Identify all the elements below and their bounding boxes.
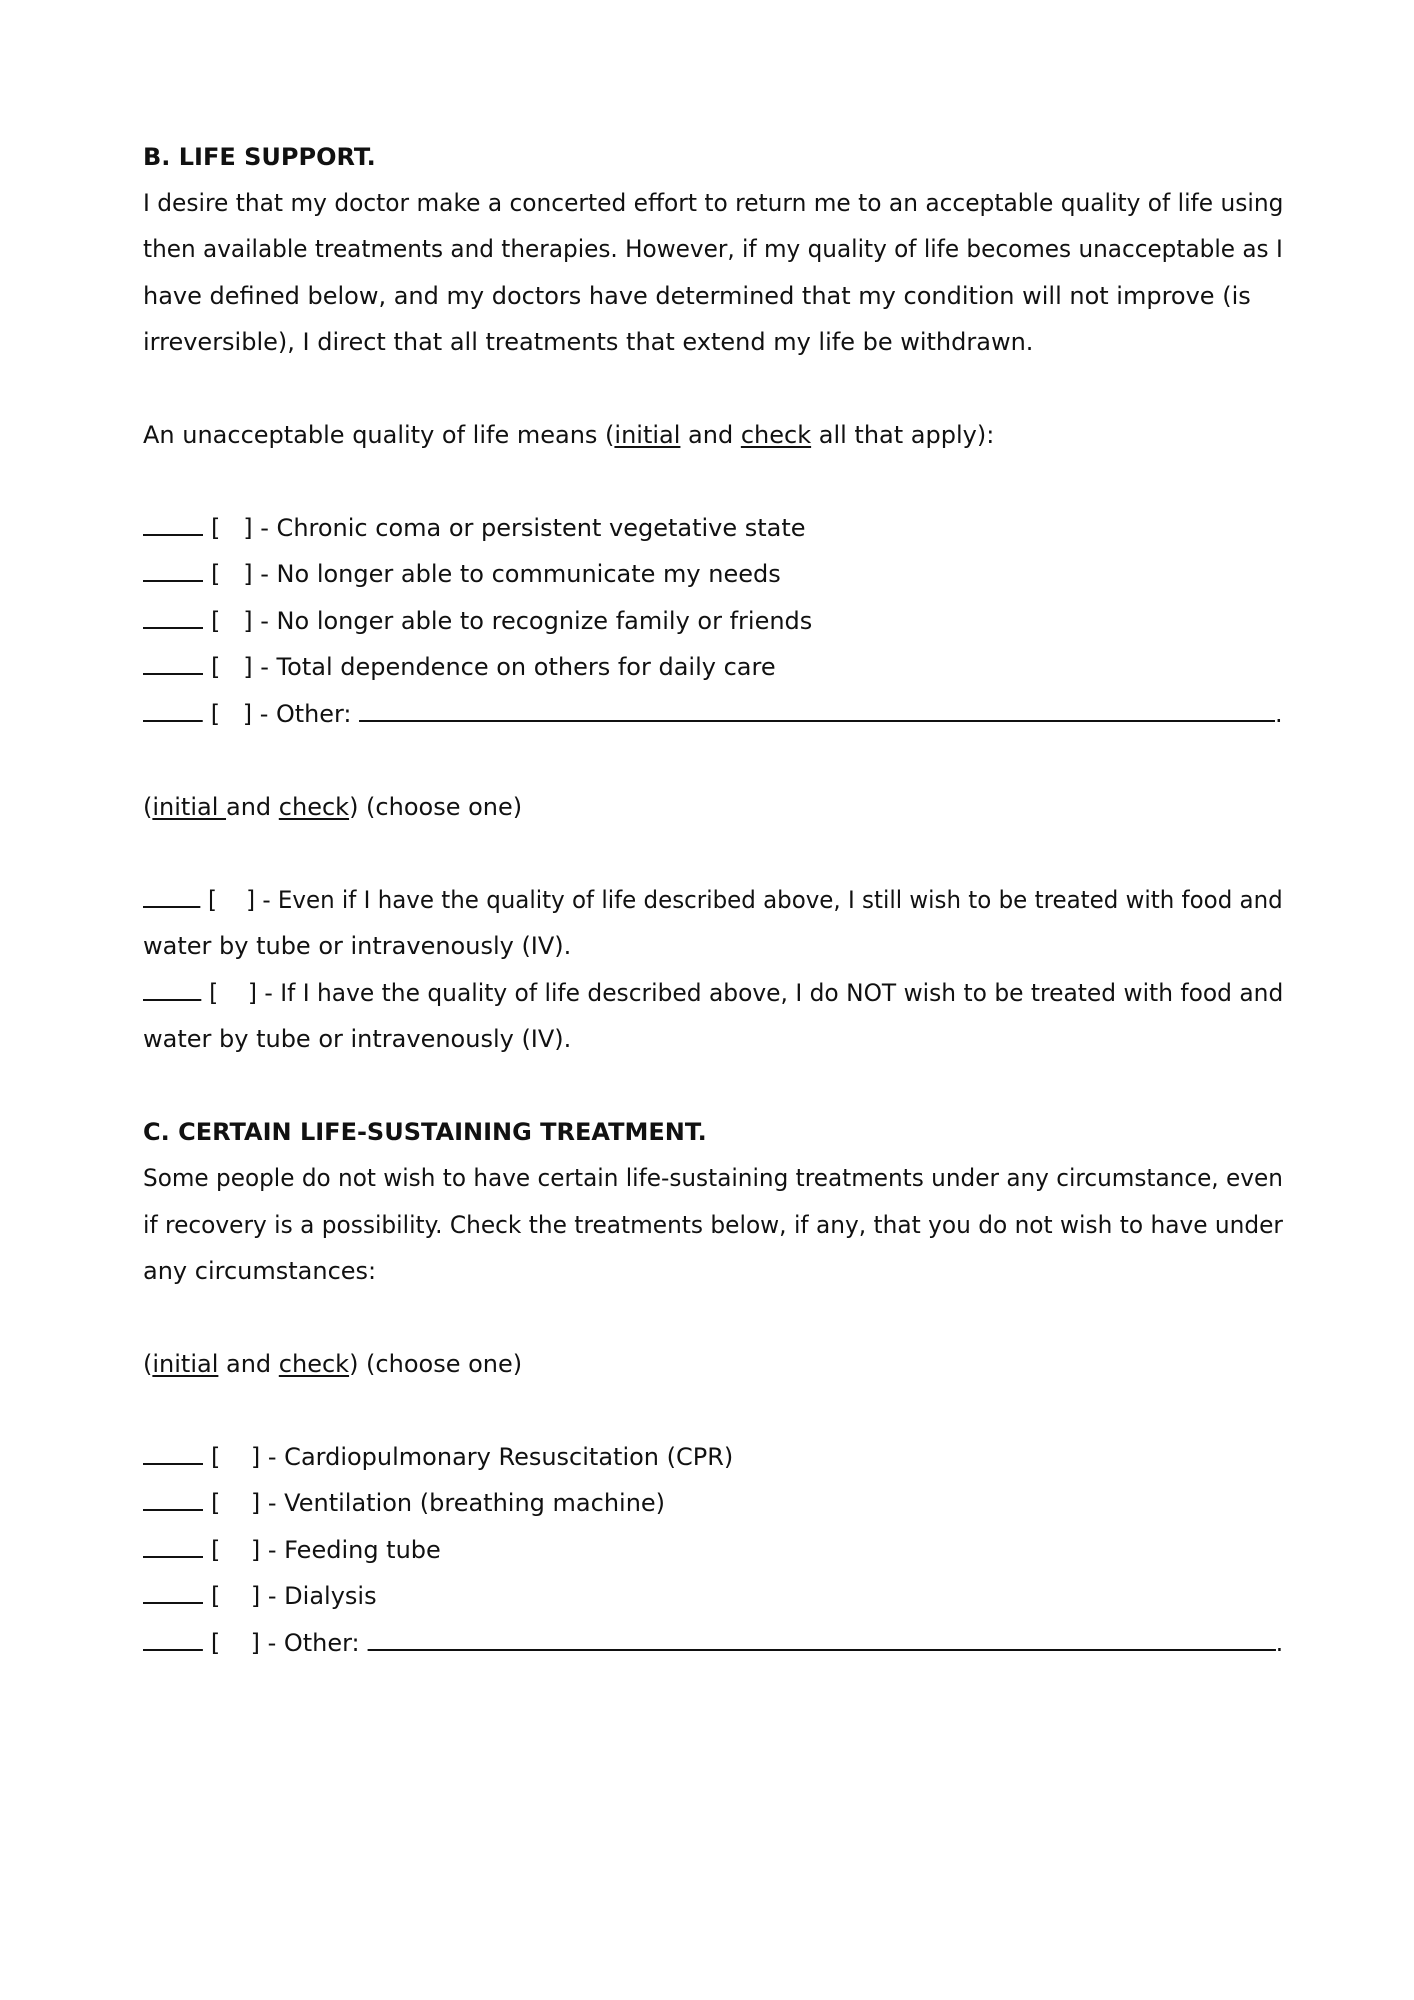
intro-and: and: [680, 421, 741, 449]
treatment-option: [143, 1533, 441, 1567]
section-b-para-line: then available treatments and therapies. However, if my quality of life becomes unacceptable as I: [143, 235, 1283, 263]
section-c-para-line: if recovery is a possibility. Check the treatments below, if any, that you do not wish to have under: [143, 1211, 1283, 1239]
choose-and: and: [218, 1350, 279, 1378]
paren: (: [143, 1350, 153, 1378]
initial-field[interactable]: [143, 700, 203, 722]
option-label: - Dialysis: [267, 1582, 377, 1610]
checkbox[interactable]: [ ]: [209, 979, 257, 1007]
checkbox[interactable]: [ ]: [211, 1582, 261, 1610]
checkbox[interactable]: [ ]: [211, 1489, 261, 1517]
section-b-heading: B. LIFE SUPPORT.: [143, 143, 376, 171]
choose-initial: initial: [152, 793, 227, 821]
initial-field[interactable]: [143, 607, 203, 629]
quality-option: [143, 604, 812, 638]
checkbox[interactable]: [ ]: [211, 560, 253, 588]
option-label: - No longer able to communicate my needs: [260, 560, 781, 588]
choose-text: ) (choose one): [349, 1350, 523, 1378]
option-label: - Even if I have the quality of life described above, I still wish to be treated with food and: [262, 886, 1283, 914]
paren: (: [143, 793, 153, 821]
intro-text-end: all that apply):: [811, 421, 995, 449]
intro-check: check: [740, 421, 812, 449]
choose-and: and: [226, 793, 279, 821]
quality-option: [143, 557, 781, 591]
other-label: - Other:: [267, 1629, 360, 1657]
checkbox[interactable]: [ ]: [207, 886, 256, 914]
checkbox[interactable]: [ ]: [211, 653, 253, 681]
initial-field[interactable]: [143, 653, 203, 675]
section-c-para-line: Some people do not wish to have certain life-sustaining treatments under any circumstance, even: [143, 1164, 1283, 1192]
intro-text: An unacceptable quality of life means (: [143, 421, 615, 449]
choose-check: check: [278, 793, 350, 821]
checkbox[interactable]: [ ]: [211, 1536, 261, 1564]
option-label: - Total dependence on others for daily care: [260, 653, 776, 681]
food-option-continued: water by tube or intravenously (IV).: [143, 932, 572, 960]
other-label: - Other:: [259, 700, 352, 728]
quality-intro: [143, 418, 994, 452]
other-period: .: [1275, 700, 1283, 728]
treatment-option-other: [143, 1626, 1283, 1660]
initial-field[interactable]: [143, 1536, 203, 1558]
other-text-field[interactable]: [367, 1627, 1275, 1651]
choose-one-note: [143, 790, 522, 824]
initial-field[interactable]: [143, 514, 203, 536]
initial-field[interactable]: [143, 1443, 203, 1465]
initial-field[interactable]: [143, 1489, 203, 1511]
choose-initial: initial: [152, 1350, 219, 1378]
choose-text: ) (choose one): [349, 793, 523, 821]
intro-initial: initial: [614, 421, 681, 449]
checkbox[interactable]: [ ]: [211, 1443, 261, 1471]
section-b-para-line: I desire that my doctor make a concerted effort to return me to an acceptable quality of life using: [143, 189, 1284, 217]
checkbox[interactable]: [ ]: [211, 514, 253, 542]
checkbox[interactable]: [ ]: [210, 1629, 261, 1657]
option-label: - No longer able to recognize family or friends: [260, 607, 813, 635]
other-text-field[interactable]: [359, 698, 1275, 722]
initial-field[interactable]: [143, 1629, 203, 1651]
other-period: .: [1275, 1629, 1284, 1657]
option-label: - Ventilation (breathing machine): [267, 1489, 666, 1517]
section-c-heading: C. CERTAIN LIFE-SUSTAINING TREATMENT.: [143, 1118, 707, 1146]
option-label: - Feeding tube: [267, 1536, 441, 1564]
initial-field[interactable]: [143, 979, 201, 1001]
treatment-option: [143, 1579, 377, 1613]
quality-option: [143, 650, 776, 684]
quality-option: [143, 511, 806, 545]
section-b-para-line: irreversible), I direct that all treatments that extend my life be withdrawn.: [143, 328, 1034, 356]
choose-one-note: [143, 1347, 522, 1381]
food-option: [143, 883, 1283, 917]
section-b-para-line: have defined below, and my doctors have determined that my condition will not improve (is: [143, 282, 1251, 310]
treatment-option: [143, 1486, 665, 1520]
initial-field[interactable]: [143, 1582, 203, 1604]
initial-field[interactable]: [143, 560, 203, 582]
option-label: - If I have the quality of life described above, I do NOT wish to be treated with food and: [264, 979, 1284, 1007]
checkbox[interactable]: [ ]: [211, 607, 253, 635]
section-c-para-line: any circumstances:: [143, 1257, 377, 1285]
food-option: [143, 976, 1283, 1010]
document-page: [143, 0, 1283, 2000]
quality-option-other: [143, 697, 1283, 731]
treatment-option: [143, 1440, 733, 1474]
option-label: - Chronic coma or persistent vegetative state: [260, 514, 806, 542]
choose-check: check: [278, 1350, 350, 1378]
food-option-continued: water by tube or intravenously (IV).: [143, 1025, 572, 1053]
option-label: - Cardiopulmonary Resuscitation (CPR): [267, 1443, 734, 1471]
initial-field[interactable]: [143, 886, 200, 908]
checkbox[interactable]: [ ]: [210, 700, 253, 728]
